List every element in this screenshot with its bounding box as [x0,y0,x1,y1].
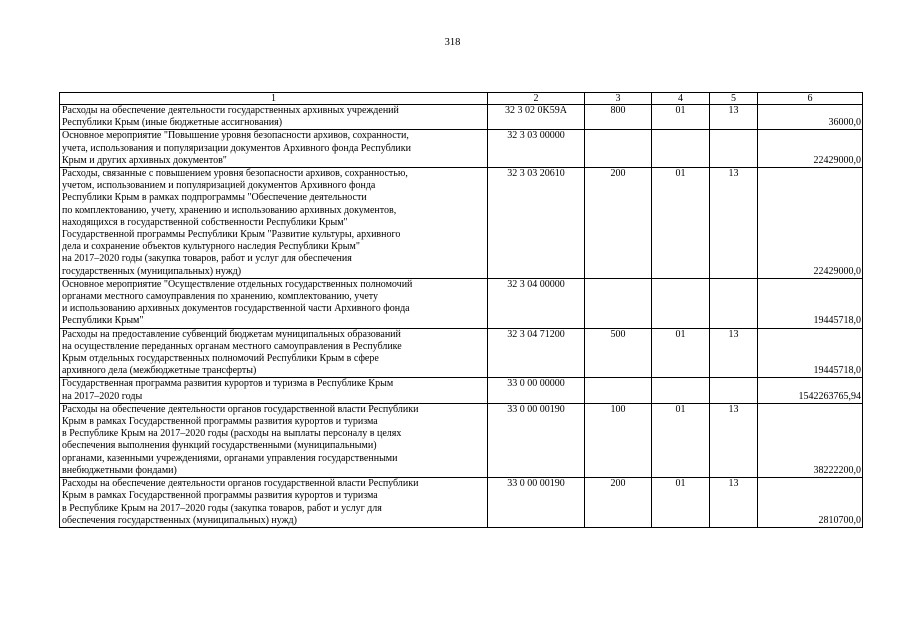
row-subsection-cell: 13 [710,403,758,477]
row-sum-cell: 19445718,0 [758,278,863,328]
row-sum-cell: 19445718,0 [758,328,863,378]
table-row [60,130,863,168]
row-subsection-cell [710,130,758,168]
row-code-cell: 32 3 02 0K59A [488,105,585,130]
row-name-cell: Государственная программа развития курортов и туризма в Республике Крым на 2017–2020 годы [60,378,488,403]
column-header-pr: 5 [710,93,758,105]
column-header-sum: 6 [758,93,863,105]
row-code-cell: 32 3 03 20610 [488,168,585,279]
row-expense-type-cell [585,130,652,168]
row-sum-cell: 2810700,0 [758,478,863,528]
row-expense-type-cell [585,378,652,403]
column-header-name: 1 [60,93,488,105]
row-sum-cell: 36000,0 [758,105,863,130]
table-row [60,478,863,528]
row-subsection-cell: 13 [710,105,758,130]
page-number: 318 [444,37,461,48]
table-row [60,403,863,477]
row-expense-type-cell: 100 [585,403,652,477]
row-sum-cell: 22429000,0 [758,168,863,279]
row-expense-type-cell: 200 [585,168,652,279]
row-subsection-cell: 13 [710,328,758,378]
row-name-cell: Расходы на обеспечение деятельности органов государственной власти Республики Крым в рамках Государственной программы развития курортов и туризма в Республике Крым на 2017–2020 годы (расходы на выплаты персоналу в целях обеспечения выполнения функций государственными (муниципальными) органами, казенными учреждениями, органами управления государственными внебюджетными фондами) [60,403,488,477]
table-row [60,168,863,279]
row-name-cell: Основное мероприятие "Повышение уровня безопасности архивов, сохранности, учета, использования и популяризации документов Архивного фонда Республики Крым и других архивных документов" [60,130,488,168]
row-sum-cell: 38222200,0 [758,403,863,477]
row-subsection-cell [710,378,758,403]
row-expense-type-cell: 800 [585,105,652,130]
row-section-cell: 01 [652,478,710,528]
row-name-cell: Расходы на обеспечение деятельности государственных архивных учреждений Республики Крым (иные бюджетные ассигнования) [60,105,488,130]
row-section-cell [652,378,710,403]
row-section-cell [652,278,710,328]
table-row [60,378,863,403]
table-row [60,328,863,378]
column-header-rz: 4 [652,93,710,105]
row-expense-type-cell [585,278,652,328]
row-sum-cell: 22429000,0 [758,130,863,168]
row-expense-type-cell: 200 [585,478,652,528]
table-row [60,278,863,328]
row-code-cell: 32 3 03 00000 [488,130,585,168]
row-code-cell: 33 0 00 00190 [488,403,585,477]
column-header-code: 2 [488,93,585,105]
table-header-row [60,93,863,105]
row-subsection-cell: 13 [710,168,758,279]
row-subsection-cell: 13 [710,478,758,528]
row-section-cell: 01 [652,328,710,378]
row-code-cell: 32 3 04 71200 [488,328,585,378]
row-code-cell: 32 3 04 00000 [488,278,585,328]
row-name-cell: Расходы на обеспечение деятельности органов государственной власти Республики Крым в рамках Государственной программы развития курортов и туризма в Республике Крым на 2017–2020 годы (закупка товаров, работ и услуг для обеспечения государственных (муниципальных) нужд) [60,478,488,528]
row-name-cell: Расходы на предоставление субвенций бюджетам муниципальных образований на осуществление переданных органам местного самоуправления в Республике Крым отдельных государственных полномочий Республики Крым в сфере архивного дела (межбюджетные трансферты) [60,328,488,378]
row-section-cell: 01 [652,403,710,477]
budget-table [59,92,863,528]
table-row [60,105,863,130]
row-section-cell [652,130,710,168]
row-expense-type-cell: 500 [585,328,652,378]
row-name-cell: Основное мероприятие "Осуществление отдельных государственных полномочий органами местного самоуправления по хранению, комплектованию, учету и использованию архивных документов государственной части Архивного фонда Республики Крым" [60,278,488,328]
row-sum-cell: 1542263765,94 [758,378,863,403]
row-code-cell: 33 0 00 00000 [488,378,585,403]
row-subsection-cell [710,278,758,328]
row-code-cell: 33 0 00 00190 [488,478,585,528]
row-name-cell: Расходы, связанные с повышением уровня безопасности архивов, сохранностью, учетом, использованием и популяризацией документов Архивного фонда Республики Крым в рамках подпрограммы "Обеспечение деятельности по комплектованию, учету, хранению и использованию архивных документов, находящихся в государственной собственности Республики Крым" Государственной программы Республики Крым "Развитие культуры, архивного дела и сохранение объектов культурного наследия Республики Крым" на 2017–2020 годы (закупка товаров, работ и услуг для обеспечения государственных (муниципальных) нужд) [60,168,488,279]
row-section-cell: 01 [652,168,710,279]
column-header-vr: 3 [585,93,652,105]
row-section-cell: 01 [652,105,710,130]
